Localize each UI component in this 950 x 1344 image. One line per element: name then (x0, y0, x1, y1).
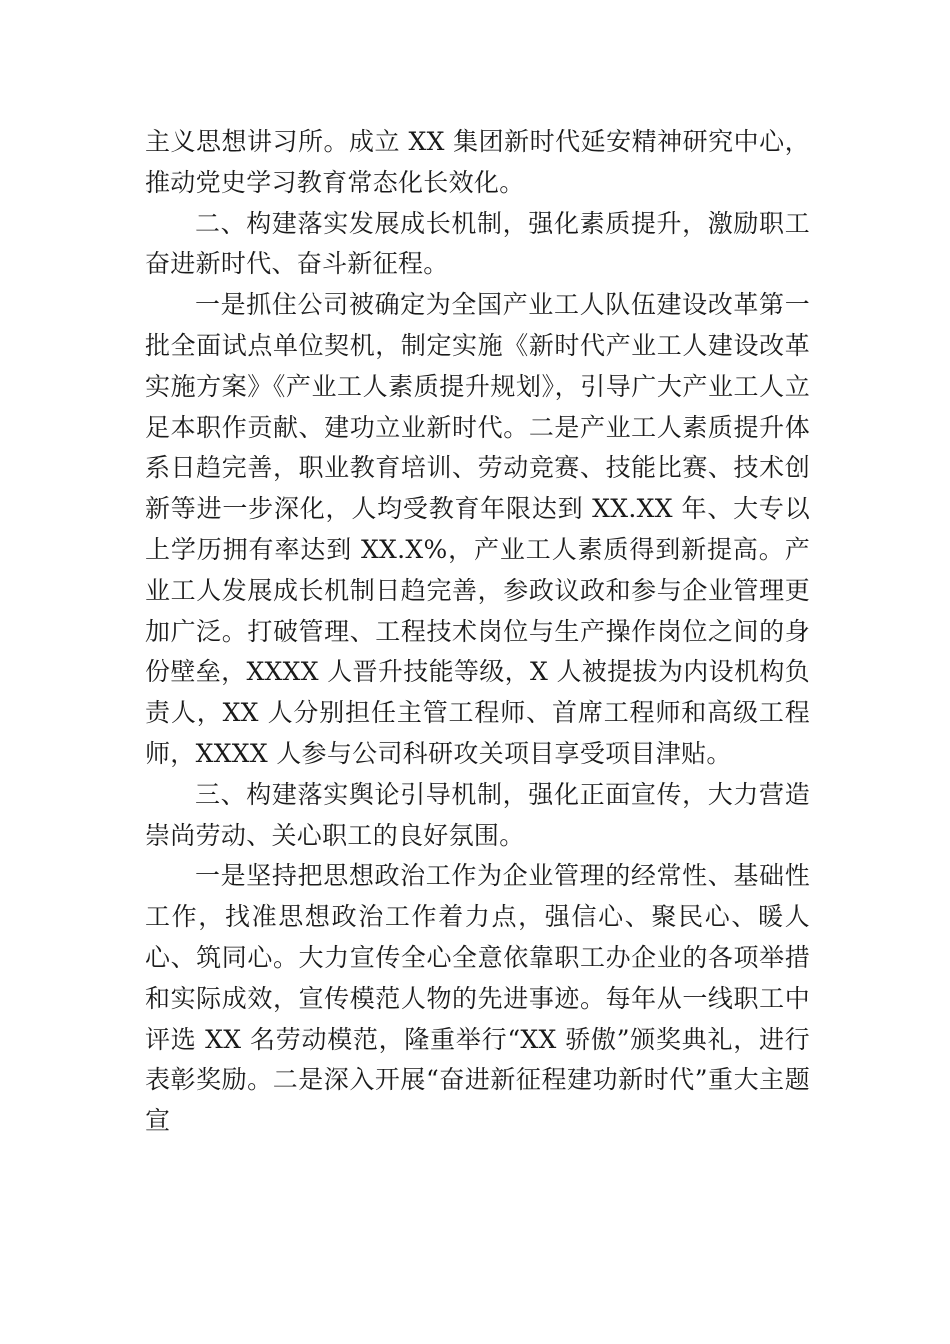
section-heading-three: 三、构建落实舆论引导机制，强化正面宣传，大力营造崇尚劳动、关心职工的良好氛围。 (145, 779, 810, 850)
paragraph-continuation: 主义思想讲习所。成立 XX 集团新时代延安精神研究中心，推动党史学习教育常态化长效化。 (145, 127, 810, 197)
paragraph-growth-mechanism: 一是抓住公司被确定为全国产业工人队伍建设改革第一批全面试点单位契机，制定实施《新时代产业工人建设改革实施方案》《产业工人素质提升规划》，引导广大产业工人立足本职作贡献、建功立业新时代。二是产业工人素质提升体系日趋完善，职业教育培训、劳动竞赛、技能比赛、技术创新等进一步深化，人均受教育年限达到 XX.XX 年、大专以上学历拥有率达到 XX.X%，产业工人素质得到新提高。产业工人发展成长机制日趋完善，参政议政和参与企业管理更加广泛。打破管理、工程技术岗位与生产操作岗位之间的身份壁垒，XXXX 人晋升技能等级，X 人被提拔为内设机构负责人，XX 人分别担任主管工程师、首席工程师和高级工程师，XXXX 人参与公司科研攻关项目享受项目津贴。 (145, 290, 810, 768)
paragraph-public-opinion: 一是坚持把思想政治工作为企业管理的经常性、基础性工作，找准思想政治工作着力点，强信心、聚民心、暖人心、筑同心。大力宣传全心全意依靠职工办企业的各项举措和实际成效，宣传模范人物的先进事迹。每年从一线职工中评选 XX 名劳动模范，隆重举行“XX 骄傲”颁奖典礼，进行表彰奖励。二是深入开展“奋进新征程建功新时代”重大主题宣 (145, 861, 810, 1136)
document-body (145, 122, 810, 1142)
section-heading-two: 二、构建落实发展成长机制，强化素质提升，激励职工奋进新时代、奋斗新征程。 (145, 208, 810, 279)
